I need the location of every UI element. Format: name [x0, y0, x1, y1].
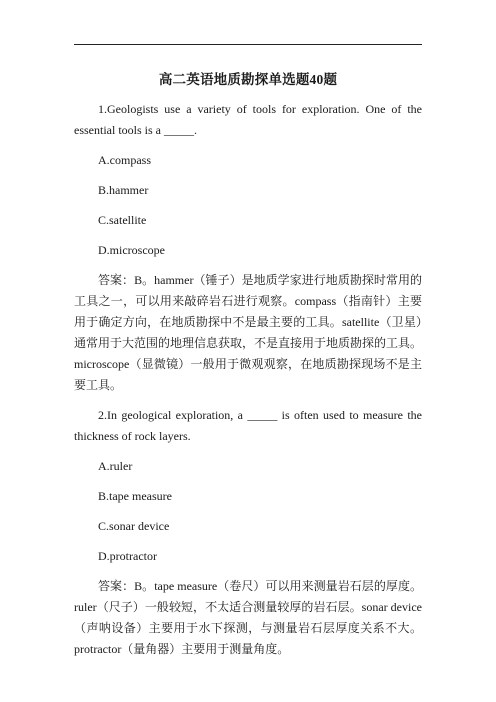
question-1-option-b: B.hammer: [98, 183, 149, 197]
question-1-option-c: C.satellite: [98, 213, 147, 227]
document-body: [74, 99, 422, 669]
header-rule: [74, 44, 422, 45]
document-title: 高二英语地质勘探单选题40题: [158, 72, 338, 87]
question-1: [74, 99, 422, 396]
question-1-option-d: D.microscope: [98, 243, 165, 257]
question-1-option-a: A.compass: [98, 153, 151, 167]
question-2-option-b: B.tape measure: [98, 489, 172, 503]
question-2-stem: 2.In geological exploration, a _____ is often used to measure the thickness of rock layers.: [74, 408, 422, 443]
question-1-stem: 1.Geologists use a variety of tools for exploration. One of the essential tools is a _____.: [74, 102, 422, 137]
question-2-option-c: C.sonar device: [98, 519, 170, 533]
question-2-option-d: D.protractor: [98, 549, 157, 563]
question-2-option-a: A.ruler: [98, 459, 133, 473]
question-2: [74, 405, 422, 660]
question-2-answer: 答案：B。tape measure（卷尺）可以用来测量岩石层的厚度。ruler（尺子）一般较短，不太适合测量较厚的岩石层。sonar device（声呐设备）主要用于水下探测，与测量岩石层厚度关系不大。protractor（量角器）主要用于测量角度。: [74, 579, 422, 656]
question-1-answer: 答案：B。hammer（锤子）是地质学家进行地质勘探时常用的工具之一，可以用来敲碎岩石进行观察。compass（指南针）主要用于确定方向，在地质勘探中不是最主要的工具。satellite（卫星）通常用于大范围的地理信息获取，不是直接用于地质勘探的工具。microscope（显微镜）一般用于微观观察，在地质勘探现场不是主要工具。: [74, 273, 423, 392]
